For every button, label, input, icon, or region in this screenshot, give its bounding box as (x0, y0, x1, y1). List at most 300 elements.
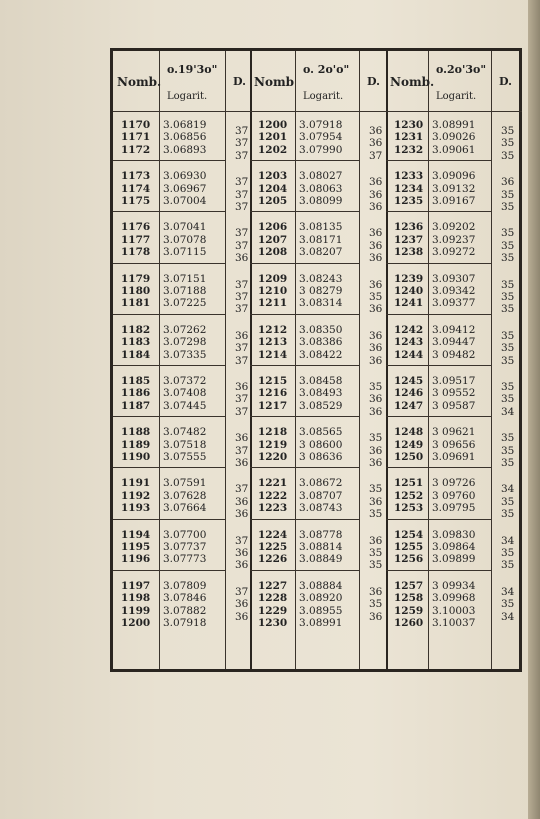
table-number: 1253 (394, 502, 424, 515)
table-section (113, 51, 253, 669)
table-number: 1228 (258, 592, 288, 605)
group-rule (113, 314, 225, 315)
table-logarithm: 3.06893 (163, 143, 207, 156)
table-logarithm: 3.07078 (163, 233, 207, 246)
table-logarithm: 3.08493 (299, 387, 343, 400)
table-logarithm: 3.09096 (432, 170, 476, 183)
table-logarithm: 3.07335 (163, 348, 207, 361)
table-difference: 36 (369, 252, 383, 265)
table-difference: 37 (235, 534, 249, 547)
table-logarithm: 3.07664 (163, 502, 207, 515)
table-logarithm: 3 08600 (299, 438, 343, 451)
logarithm-table (110, 48, 522, 672)
table-number: 1236 (394, 221, 424, 234)
table-logarithm: 3.08991 (299, 617, 343, 629)
group-rule (250, 416, 359, 417)
table-logarithm: 3 09726 (432, 477, 476, 490)
table-difference: 36 (369, 201, 383, 213)
table-number: 1206 (258, 221, 288, 234)
table-number: 1198 (121, 592, 151, 605)
table-difference: 36 (369, 303, 383, 316)
table-logarithm: 3.07737 (163, 541, 207, 553)
table-number: 1246 (394, 387, 424, 400)
table-number: 1239 (394, 272, 424, 285)
table-number: 1180 (121, 285, 151, 297)
section-separator (386, 51, 388, 669)
table-difference: 36 (235, 598, 249, 611)
table-number: 1191 (121, 477, 151, 490)
header-angle: o.19'3o" (167, 63, 218, 76)
group-rule (386, 314, 491, 315)
group-rule (250, 314, 359, 315)
table-logarithm: 3.08672 (299, 477, 343, 490)
table-difference: 36 (369, 610, 383, 623)
table-number: 1181 (121, 297, 151, 310)
table-difference: 35 (501, 329, 515, 342)
table-logarithm: 3.08099 (299, 195, 343, 207)
table-logarithm: 3.07115 (163, 246, 207, 259)
table-logarithm: 3 09587 (432, 399, 476, 412)
table-difference: 35 (501, 495, 515, 508)
table-difference: 37 (235, 342, 249, 355)
table-logarithm: 3.07372 (163, 375, 207, 387)
table-logarithm: 3.07700 (163, 528, 207, 541)
table-number: 1213 (258, 336, 288, 349)
table-number: 1221 (258, 477, 288, 490)
table-number: 1200 (258, 119, 288, 131)
table-number: 1250 (394, 451, 424, 463)
table-difference: 36 (369, 495, 383, 508)
table-logarithm: 3.07846 (163, 592, 207, 605)
table-logarithm: 3.06856 (163, 131, 207, 144)
header-angle: o.2o'3o" (436, 63, 487, 76)
table-difference: 36 (369, 176, 383, 189)
table-logarithm: 3.07990 (299, 143, 343, 156)
table-logarithm: 3.07262 (163, 323, 207, 336)
table-difference: 35 (501, 252, 515, 265)
table-logarithm: 3.09202 (432, 221, 476, 234)
table-logarithm: 3.08743 (299, 502, 343, 515)
table-number: 1179 (121, 272, 151, 285)
table-logarithm: 3.08707 (299, 489, 343, 502)
table-difference: 35 (501, 125, 515, 137)
table-difference: 36 (235, 329, 249, 342)
table-number: 1175 (121, 195, 151, 207)
table-logarithm: 3.07555 (163, 451, 207, 463)
table-number: 1248 (394, 426, 424, 439)
table-number: 1238 (394, 246, 424, 259)
group-rule (386, 160, 491, 161)
table-number: 1243 (394, 336, 424, 349)
table-number: 1177 (121, 233, 151, 246)
table-logarithm: 3.08063 (299, 182, 343, 195)
table-logarithm: 3.08135 (299, 221, 343, 234)
table-number: 1194 (121, 528, 151, 541)
table-difference: 35 (501, 432, 515, 445)
table-logarithm: 3.08027 (299, 170, 343, 183)
group-rule (386, 365, 491, 366)
table-logarithm: 3.08171 (299, 233, 343, 246)
table-number: 1222 (258, 489, 288, 502)
table-number: 1171 (121, 131, 151, 144)
table-number: 1189 (121, 438, 151, 451)
table-number: 1209 (258, 272, 288, 285)
table-number: 1173 (121, 170, 151, 183)
table-number: 1257 (394, 579, 424, 592)
nomb-column-rule (295, 51, 296, 669)
table-logarithm: 3 08279 (299, 285, 343, 297)
log-column-rule (225, 51, 226, 669)
table-logarithm: 3 08636 (299, 451, 343, 463)
table-difference: 37 (235, 201, 249, 213)
book-spine-shadow (528, 0, 540, 819)
table-logarithm: 3.08955 (299, 604, 343, 617)
table-logarithm: 3.07518 (163, 438, 207, 451)
table-number: 1208 (258, 246, 288, 259)
table-number: 1259 (394, 604, 424, 617)
table-difference: 36 (235, 547, 249, 559)
table-number: 1218 (258, 426, 288, 439)
table-logarithm: 3.07188 (163, 285, 207, 297)
table-number: 1244 (394, 348, 424, 361)
table-logarithm: 3.07408 (163, 387, 207, 400)
table-difference: 37 (235, 239, 249, 252)
table-number: 1196 (121, 553, 151, 566)
table-difference: 36 (369, 444, 383, 457)
table-number: 1197 (121, 579, 151, 592)
group-rule (386, 416, 491, 417)
group-rule (250, 263, 359, 264)
table-number: 1214 (258, 348, 288, 361)
table-number: 1172 (121, 143, 151, 156)
table-number: 1229 (258, 604, 288, 617)
table-number: 1247 (394, 399, 424, 412)
nomb-column-rule (428, 51, 429, 669)
table-difference: 35 (501, 201, 515, 213)
table-number: 1211 (258, 297, 288, 310)
table-number: 1234 (394, 182, 424, 195)
table-logarithm: 3.07918 (299, 119, 343, 131)
table-difference: 35 (501, 559, 515, 572)
table-number: 1232 (394, 143, 424, 156)
header-rule (386, 111, 522, 112)
group-rule (250, 211, 359, 212)
log-column-rule (491, 51, 492, 669)
group-rule (250, 160, 359, 161)
table-difference: 35 (501, 303, 515, 316)
table-logarithm: 3.07628 (163, 489, 207, 502)
table-number: 1241 (394, 297, 424, 310)
table-difference: 35 (501, 393, 515, 406)
table-number: 1256 (394, 553, 424, 566)
table-difference: 35 (369, 381, 383, 393)
table-difference: 37 (235, 176, 249, 189)
table-difference: 35 (369, 432, 383, 445)
table-difference: 35 (501, 278, 515, 291)
header-logarit: Logarit. (303, 91, 344, 102)
table-difference: 37 (235, 278, 249, 291)
table-number: 1215 (258, 375, 288, 387)
table-number: 1220 (258, 451, 288, 463)
table-logarithm: 3.09377 (432, 297, 476, 310)
table-number: 1242 (394, 323, 424, 336)
group-rule (250, 519, 359, 520)
table-logarithm: 3.08778 (299, 528, 343, 541)
table-difference: 34 (501, 405, 515, 418)
table-logarithm: 3.07445 (163, 399, 207, 412)
table-logarithm: 3.07918 (163, 617, 207, 629)
table-logarithm: 3.09342 (432, 285, 476, 297)
table-number: 1217 (258, 399, 288, 412)
table-number: 1231 (394, 131, 424, 144)
table-number: 1176 (121, 221, 151, 234)
table-difference: 37 (235, 149, 249, 162)
table-logarithm: 3.08565 (299, 426, 343, 439)
table-logarithm: 3.09968 (432, 592, 476, 605)
table-difference: 35 (501, 598, 515, 611)
table-difference: 36 (235, 432, 249, 445)
table-number: 1251 (394, 477, 424, 490)
table-difference: 36 (369, 354, 383, 367)
table-difference: 36 (369, 125, 383, 137)
table-logarithm: 3.07151 (163, 272, 207, 285)
table-difference: 37 (235, 393, 249, 406)
table-logarithm: 3 09621 (432, 426, 476, 439)
table-number: 1193 (121, 502, 151, 515)
group-rule (113, 365, 225, 366)
table-difference: 36 (369, 405, 383, 418)
table-difference: 36 (235, 610, 249, 623)
section-separator (250, 51, 252, 669)
table-number: 1195 (121, 541, 151, 553)
table-number: 1235 (394, 195, 424, 207)
table-logarithm: 3.07041 (163, 221, 207, 234)
table-logarithm: 3.09307 (432, 272, 476, 285)
table-logarithm: 3.09691 (432, 451, 476, 463)
table-logarithm: 3.09272 (432, 246, 476, 259)
table-logarithm: 3.08884 (299, 579, 343, 592)
table-difference: 36 (235, 495, 249, 508)
table-difference: 36 (235, 508, 249, 521)
table-difference: 36 (369, 457, 383, 469)
table-number: 1202 (258, 143, 288, 156)
table-number: 1255 (394, 541, 424, 553)
nomb-column-rule (159, 51, 160, 669)
table-difference: 36 (369, 278, 383, 291)
table-number: 1187 (121, 399, 151, 412)
table-number: 1192 (121, 489, 151, 502)
table-difference: 35 (369, 547, 383, 559)
table-logarithm: 3.08243 (299, 272, 343, 285)
table-logarithm: 3.09061 (432, 143, 476, 156)
table-logarithm: 3 09934 (432, 579, 476, 592)
table-logarithm: 3.07482 (163, 426, 207, 439)
table-difference: 37 (235, 303, 249, 316)
table-number: 1178 (121, 246, 151, 259)
table-number: 1200 (121, 617, 151, 629)
table-number: 1184 (121, 348, 151, 361)
table-logarithm: 3.08529 (299, 399, 343, 412)
table-number: 1205 (258, 195, 288, 207)
table-difference: 37 (235, 137, 249, 150)
table-number: 1183 (121, 336, 151, 349)
table-number: 1260 (394, 617, 424, 629)
table-difference: 37 (235, 585, 249, 598)
table-number: 1199 (121, 604, 151, 617)
table-number: 1182 (121, 323, 151, 336)
table-logarithm: 3.08849 (299, 553, 343, 566)
group-rule (113, 519, 225, 520)
table-logarithm: 3.09167 (432, 195, 476, 207)
group-rule (113, 570, 225, 571)
table-logarithm: 3.07004 (163, 195, 207, 207)
table-logarithm: 3.07954 (299, 131, 343, 144)
table-logarithm: 3 09760 (432, 489, 476, 502)
table-number: 1245 (394, 375, 424, 387)
table-difference: 34 (501, 610, 515, 623)
table-logarithm: 3.07773 (163, 553, 207, 566)
table-difference: 35 (501, 137, 515, 150)
table-difference: 36 (235, 252, 249, 265)
table-difference: 37 (235, 188, 249, 201)
table-number: 1230 (258, 617, 288, 629)
header-logarit: Logarit. (436, 91, 477, 102)
table-logarithm: 3 09552 (432, 387, 476, 400)
table-number: 1201 (258, 131, 288, 144)
table-difference: 35 (501, 444, 515, 457)
header-nomb: Nomb (254, 75, 295, 89)
table-number: 1186 (121, 387, 151, 400)
header-d: D. (367, 75, 380, 88)
header-logarit: Logarit. (167, 91, 208, 102)
table-logarithm: 3.09412 (432, 323, 476, 336)
header-nomb: Nomb. (117, 75, 162, 89)
group-rule (113, 263, 225, 264)
group-rule (386, 519, 491, 520)
table-number: 1185 (121, 375, 151, 387)
table-difference: 36 (369, 329, 383, 342)
table-number: 1258 (394, 592, 424, 605)
table-difference: 35 (501, 381, 515, 393)
table-difference: 35 (501, 354, 515, 367)
table-difference: 35 (369, 483, 383, 496)
table-difference: 34 (501, 483, 515, 496)
table-logarithm: 3.09517 (432, 375, 476, 387)
table-difference: 35 (501, 227, 515, 240)
table-difference: 35 (501, 342, 515, 355)
table-number: 1233 (394, 170, 424, 183)
table-number: 1237 (394, 233, 424, 246)
table-number: 1223 (258, 502, 288, 515)
table-difference: 36 (369, 188, 383, 201)
table-difference: 36 (369, 342, 383, 355)
table-logarithm: 3.07882 (163, 604, 207, 617)
table-difference: 35 (501, 508, 515, 521)
table-difference: 36 (369, 393, 383, 406)
table-difference: 35 (501, 547, 515, 559)
table-difference: 37 (235, 483, 249, 496)
table-number: 1240 (394, 285, 424, 297)
table-number: 1224 (258, 528, 288, 541)
group-rule (113, 160, 225, 161)
table-logarithm: 3.08314 (299, 297, 343, 310)
table-number: 1227 (258, 579, 288, 592)
table-difference: 37 (235, 405, 249, 418)
group-rule (113, 416, 225, 417)
group-rule (113, 467, 225, 468)
group-rule (250, 570, 359, 571)
table-number: 1190 (121, 451, 151, 463)
table-number: 1174 (121, 182, 151, 195)
table-logarithm: 3 09656 (432, 438, 476, 451)
table-difference: 37 (235, 125, 249, 137)
table-difference: 35 (501, 149, 515, 162)
header-rule (113, 111, 253, 112)
header-d: D. (233, 75, 246, 88)
table-logarithm: 3.09237 (432, 233, 476, 246)
table-logarithm: 3.10003 (432, 604, 476, 617)
table-logarithm: 3 09482 (432, 348, 476, 361)
table-difference: 37 (369, 149, 383, 162)
table-section (386, 51, 522, 669)
table-logarithm: 3.09026 (432, 131, 476, 144)
table-difference: 37 (235, 291, 249, 303)
table-number: 1203 (258, 170, 288, 183)
table-difference: 36 (235, 457, 249, 469)
table-difference: 37 (235, 354, 249, 367)
table-number: 1230 (394, 119, 424, 131)
table-difference: 35 (501, 239, 515, 252)
table-number: 1212 (258, 323, 288, 336)
table-difference: 36 (501, 176, 515, 189)
table-difference: 36 (369, 534, 383, 547)
table-number: 1226 (258, 553, 288, 566)
table-number: 1249 (394, 438, 424, 451)
group-rule (250, 467, 359, 468)
group-rule (386, 467, 491, 468)
table-logarithm: 3.09864 (432, 541, 476, 553)
table-number: 1207 (258, 233, 288, 246)
table-logarithm: 3.09132 (432, 182, 476, 195)
table-logarithm: 3.08422 (299, 348, 343, 361)
table-number: 1210 (258, 285, 288, 297)
group-rule (113, 211, 225, 212)
table-difference: 36 (369, 585, 383, 598)
group-rule (386, 570, 491, 571)
table-difference: 35 (501, 291, 515, 303)
table-logarithm: 3.08386 (299, 336, 343, 349)
table-difference: 35 (369, 559, 383, 572)
log-column-rule (359, 51, 360, 669)
table-logarithm: 3.07809 (163, 579, 207, 592)
table-difference: 35 (501, 188, 515, 201)
table-logarithm: 3.08920 (299, 592, 343, 605)
table-number: 1188 (121, 426, 151, 439)
table-number: 1216 (258, 387, 288, 400)
table-logarithm: 3.08350 (299, 323, 343, 336)
table-logarithm: 3.07225 (163, 297, 207, 310)
group-rule (386, 263, 491, 264)
table-section (250, 51, 386, 669)
table-logarithm: 3.08991 (432, 119, 476, 131)
table-difference: 35 (501, 457, 515, 469)
table-difference: 36 (369, 227, 383, 240)
table-difference: 35 (369, 291, 383, 303)
table-logarithm: 3.09830 (432, 528, 476, 541)
group-rule (386, 211, 491, 212)
table-difference: 35 (369, 598, 383, 611)
table-number: 1204 (258, 182, 288, 195)
